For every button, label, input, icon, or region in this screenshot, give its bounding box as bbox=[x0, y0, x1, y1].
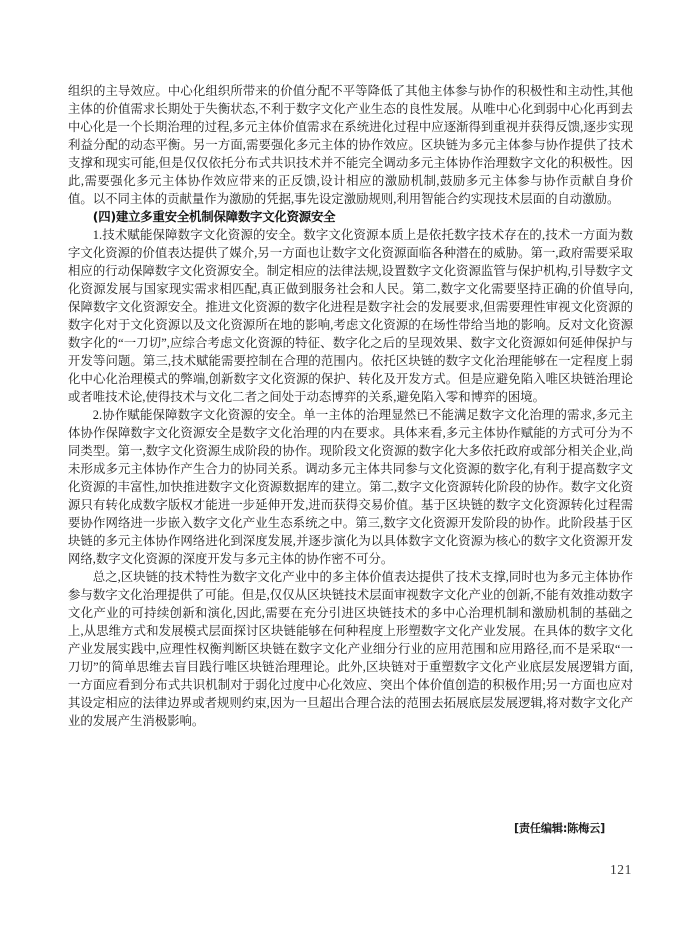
page-number: 121 bbox=[609, 862, 632, 877]
body-text-column bbox=[68, 82, 633, 730]
paragraph-continued: 组织的主导效应。中心化组织所带来的价值分配不平等降低了其他主体参与协作的积极性和主动性,其他主体的价值需求长期处于失衡状态,不利于数字文化产业生态的良性发展。从唯中心化到弱中心化再到去中心化是一个长期治理的过程,多元主体价值需求在系统进化过程中应逐渐得到重视并获得反馈,逐步实现利益分配的动态平衡。另一方面,需要强化多元主体的协作效应。区块链为多元主体参与协作提供了技术支撑和现实可能,但是仅仅依托分布式共识技术并不能完全调动多元主体协作治理数字文化的积极性。因此,需要强化多元主体协作效应带来的正反馈,设计相应的激励机制,鼓励多元主体参与协作贡献自身价值。以不同主体的贡献量作为激励的凭据,事先设定激励规则,利用智能合约实现技术层面的自动激励。 bbox=[68, 84, 633, 206]
paragraph-collaborative-empowerment: 2.协作赋能保障数字文化资源的安全。单一主体的治理显然已不能满足数字文化治理的需求,多元主体协作保障数字文化资源安全是数字文化治理的内在要求。具体来看,多元主体协作赋能的方式可分为不同类型。第一,数字文化资源生成阶段的协作。现阶段文化资源的数字化大多依托政府或部分相关企业,尚未形成多元主体协作产生合力的协同关系。调动多元主体共同参与文化资源的数字化,有利于提高数字文化资源的丰富性,加快推进数字文化资源数据库的建立。第二,数字文化资源转化阶段的协作。数字文化资源只有转化成数字版权才能进一步延伸开发,进而获得交易价值。基于区块链的数字文化资源转化过程需要协作网络进一步嵌入数字文化产业生态系统之中。第三,数字文化资源开发阶段的协作。此阶段基于区块链的多元主体协作网络进化到深度发展,并逐步演化为以具体数字文化资源为核心的数字文化资源开发网络,数字文化资源的深度开发与多元主体的协作密不可分。 bbox=[68, 408, 633, 566]
paragraph-technology-empowerment: 1.技术赋能保障数字文化资源的安全。数字文化资源本质上是依托数字技术存在的,技术一方面为数字文化资源的价值表达提供了媒介,另一方面也让数字文化资源面临各种潜在的威胁。第一,政府需要采取相应的行动保障数字文化资源安全。制定相应的法律法规,设置数字文化资源监管与保护机构,引导数字文化资源发展与国家现实需求相匹配,真正做到服务社会和人民。第二,数字文化需要坚持正确的价值导向,保障数字文化资源安全。推进文化资源的数字化进程是数字社会的发展要求,但需要理性审视文化资源的数字化对于文化资源以及文化资源所在地的影响,考虑文化资源的在场性带给当地的影响。反对文化资源数字化的“一刀切”,应综合考虑文化资源的特征、数字化之后的呈现效果、数字文化资源如何延伸保护与开发等问题。第三,技术赋能需要控制在合理的范围内。依托区块链的数字文化治理能够在一定程度上弱化中心化治理模式的弊端,创新数字文化资源的保护、转化及开发方式。但是应避免陷入唯区块链治理论或者唯技术论,使得技术与文化二者之间处于动态博弈的关系,避免陷入零和博弈的困境。 bbox=[68, 228, 633, 404]
section-heading: (四)建立多重安全机制保障数字文化资源安全 bbox=[92, 209, 336, 224]
editor-credit: [责任编辑:陈梅云] bbox=[513, 822, 605, 835]
paragraph-conclusion: 总之,区块链的技术特性为数字文化产业中的多主体价值表达提供了技术支撑,同时也为多元主体协作参与数字文化治理提供了可能。但是,仅仅从区块链技术层面审视数字文化产业的创新,不能有效推动数字文化产业的可持续创新和演化,因此,需要在充分引进区块链技术的多中心治理机制和激励机制的基础之上,从思维方式和发展模式层面探讨区块链能够在何种程度上形塑数字文化产业发展。在具体的数字文化产业发展实践中,应理性权衡判断区块链在数字文化产业细分行业的应用范围和应用路径,而不是采取“一刀切”的简单思维去盲目践行唯区块链治理理论。此外,区块链对于重塑数字文化产业底层发展逻辑方面,一方面应看到分布式共识机制对于弱化过度中心化效应、突出个体价值创造的积极作用;另一方面也应对其设定相应的法律边界或者规则约束,因为一旦超出合理合法的范围去拓展底层发展逻辑,将对数字文化产业的发展产生消极影响。 bbox=[68, 570, 633, 728]
